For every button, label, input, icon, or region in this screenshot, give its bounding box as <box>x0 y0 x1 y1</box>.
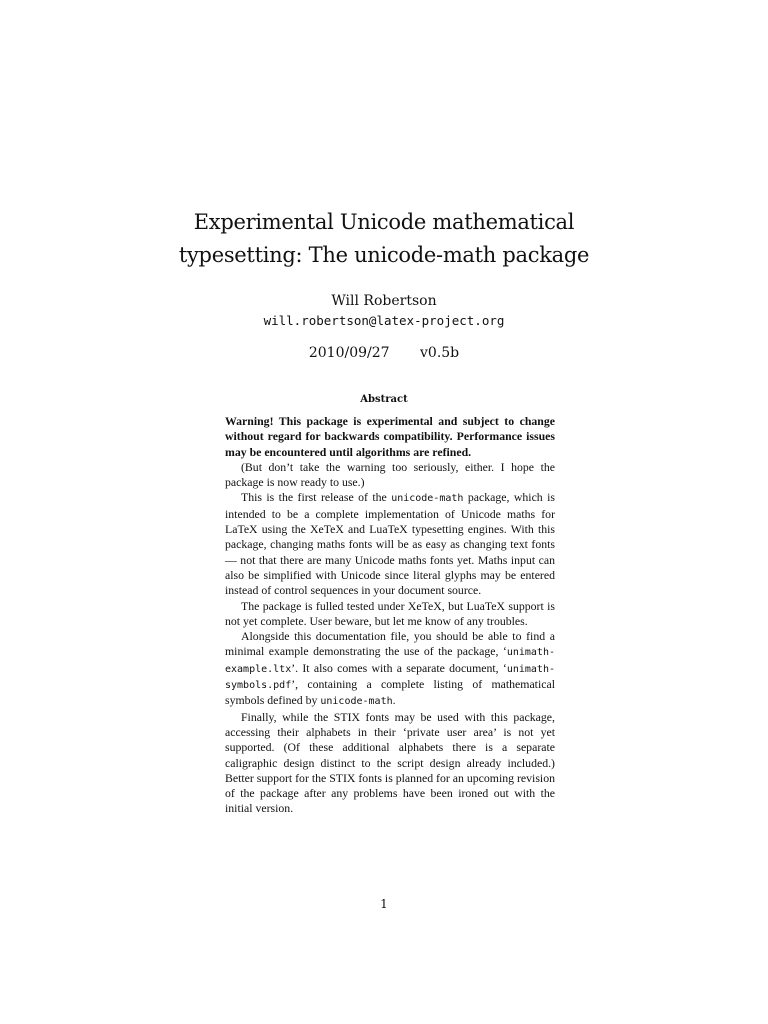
document-version: v0.5b <box>420 345 460 361</box>
abstract-body <box>225 414 555 817</box>
p2-text-a: This is the first release of the <box>241 490 392 505</box>
p2-text-b: package, which is intended to be a complete implementation of Unicode maths for LaTeX using the XeTeX and LuaTeX typesetting engines. With this package, changing maths fonts will be as easy as changing text fonts — not that there are many Unicode maths fonts yet. Maths input can also be simplified with Unicode since literal glyphs may be entered instead of control sequences in your document source. <box>225 490 555 598</box>
p4-text-a: Alongside this documentation file, you should be able to find a minimal example demonstrating the use of the package, ‘ <box>225 629 555 659</box>
p4-code-3: unicode-math <box>320 696 393 708</box>
title-line-1: Experimental Unicode mathematical <box>193 210 575 234</box>
p4-text-b: ’. It also comes with a separate document, ‘ <box>291 660 507 675</box>
abstract-paragraph-5: Finally, while the STIX fonts may be used with this package, accessing their alphabets in their ‘private user area’ is not yet supported. (Of these additional alphabets there is a separate caligraphic design distinct to the script design already included.) Better support for the STIX fonts is planned for an upcoming revision of the package after any problems have been ironed out with the initial version. <box>225 709 555 816</box>
p4-text-c: ’, containing a complete listing of mathematical symbols defined by <box>225 677 555 708</box>
p2-code: unicode-math <box>391 493 464 505</box>
abstract-paragraph-3: The package is fulled tested under XeTeX, but LuaTeX support is not yet complete. User beware, but let me know of any troubles. <box>225 598 555 628</box>
document-title <box>0 206 768 272</box>
abstract-paragraph-4 <box>225 629 555 709</box>
p4-text-d: . <box>392 693 396 708</box>
page-number: 1 <box>380 897 388 911</box>
abstract-warning: Warning! This package is experimental and subject to change without regard for backwards compatibility. Performance issues may be encountered until algorithms are refined. <box>225 414 555 459</box>
abstract-paragraph-1: (But don’t take the warning too seriously, either. I hope the package is now ready to use.) <box>225 459 555 490</box>
abstract-heading: Abstract <box>360 394 408 405</box>
p4-code-2: unimath-symbols.pdf <box>225 663 555 692</box>
p4-code-1: unimath-example.ltx <box>225 647 555 675</box>
abstract-paragraph-2 <box>225 490 555 598</box>
title-line-2: typesetting: The unicode-math package <box>178 243 590 267</box>
document-date: 2010/09/27 <box>308 345 390 361</box>
date-version-line <box>0 343 768 363</box>
author-name: Will Robertson <box>331 293 437 309</box>
author-email: will.robertson@latex-project.org <box>263 313 505 328</box>
